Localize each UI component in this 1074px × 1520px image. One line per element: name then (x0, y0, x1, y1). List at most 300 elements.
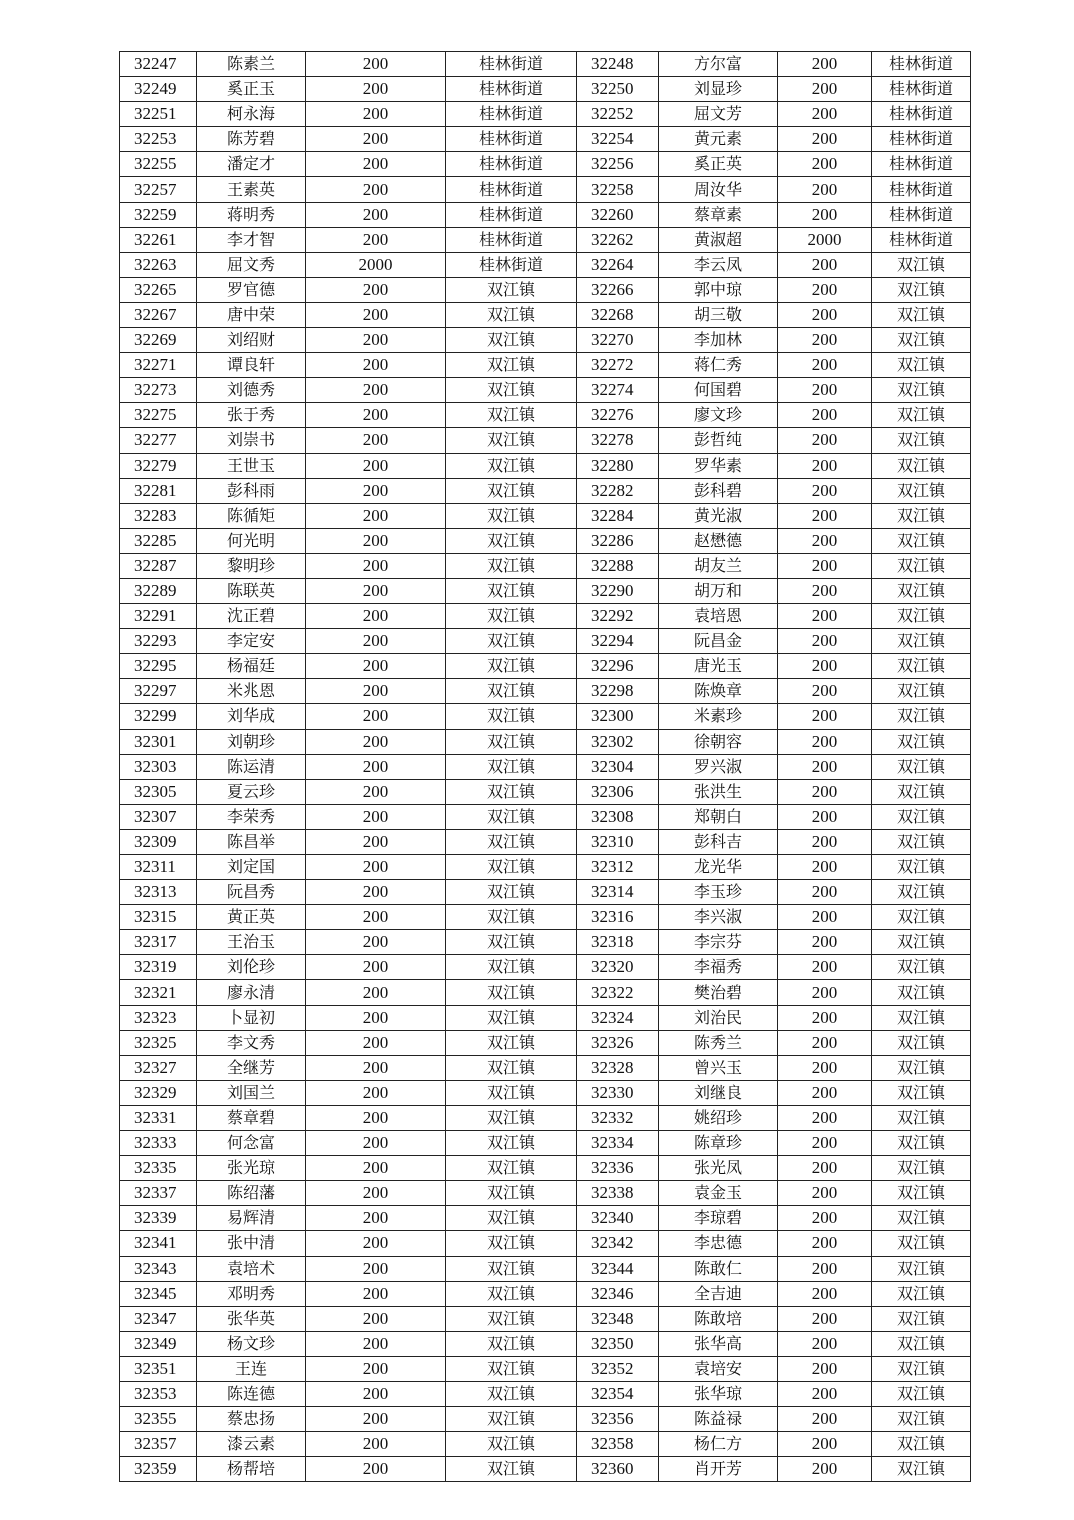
amount-cell: 200 (778, 804, 872, 829)
location-cell: 双江镇 (872, 1432, 971, 1457)
name-cell: 陈运清 (197, 754, 306, 779)
location-cell: 双江镇 (446, 905, 577, 930)
amount-cell: 200 (306, 52, 446, 77)
amount-cell: 200 (778, 980, 872, 1005)
id-cell: 32299 (120, 704, 197, 729)
location-cell: 桂林街道 (872, 102, 971, 127)
name-cell: 陈循矩 (197, 503, 306, 528)
name-cell: 陈秀兰 (659, 1030, 778, 1055)
location-cell: 双江镇 (872, 578, 971, 603)
id-cell: 32249 (120, 77, 197, 102)
id-cell: 32292 (577, 604, 659, 629)
location-cell: 双江镇 (446, 403, 577, 428)
location-cell: 双江镇 (872, 1256, 971, 1281)
id-cell: 32262 (577, 227, 659, 252)
amount-cell: 200 (306, 779, 446, 804)
id-cell: 32356 (577, 1407, 659, 1432)
location-cell: 双江镇 (872, 704, 971, 729)
table-row (120, 679, 971, 704)
id-cell: 32296 (577, 654, 659, 679)
location-cell: 双江镇 (446, 1181, 577, 1206)
name-cell: 奚正英 (659, 152, 778, 177)
name-cell: 刘德秀 (197, 378, 306, 403)
name-cell: 李定安 (197, 629, 306, 654)
table-row (120, 353, 971, 378)
name-cell: 郭中琼 (659, 277, 778, 302)
id-cell: 32248 (577, 52, 659, 77)
name-cell: 屈文芳 (659, 102, 778, 127)
name-cell: 张光凤 (659, 1156, 778, 1181)
id-cell: 32355 (120, 1407, 197, 1432)
name-cell: 陈焕章 (659, 679, 778, 704)
amount-cell: 200 (306, 302, 446, 327)
name-cell: 郑朝白 (659, 804, 778, 829)
location-cell: 桂林街道 (446, 52, 577, 77)
amount-cell: 200 (778, 428, 872, 453)
name-cell: 罗官德 (197, 277, 306, 302)
name-cell: 李忠德 (659, 1231, 778, 1256)
id-cell: 32303 (120, 754, 197, 779)
amount-cell: 200 (306, 905, 446, 930)
location-cell: 桂林街道 (446, 202, 577, 227)
amount-cell: 200 (778, 277, 872, 302)
id-cell: 32272 (577, 353, 659, 378)
location-cell: 双江镇 (446, 503, 577, 528)
name-cell: 彭哲纯 (659, 428, 778, 453)
id-cell: 32320 (577, 955, 659, 980)
location-cell: 双江镇 (872, 1331, 971, 1356)
amount-cell: 200 (778, 152, 872, 177)
id-cell: 32251 (120, 102, 197, 127)
name-cell: 王世玉 (197, 453, 306, 478)
location-cell: 双江镇 (872, 905, 971, 930)
amount-cell: 200 (306, 227, 446, 252)
table-row (120, 52, 971, 77)
location-cell: 双江镇 (872, 1131, 971, 1156)
amount-cell: 200 (778, 102, 872, 127)
amount-cell: 200 (306, 277, 446, 302)
name-cell: 徐朝容 (659, 729, 778, 754)
location-cell: 双江镇 (446, 754, 577, 779)
amount-cell: 200 (306, 1356, 446, 1381)
name-cell: 刘继良 (659, 1080, 778, 1105)
table-row (120, 654, 971, 679)
amount-cell: 200 (306, 855, 446, 880)
amount-cell: 200 (778, 1306, 872, 1331)
table-row (120, 102, 971, 127)
id-cell: 32349 (120, 1331, 197, 1356)
table-row (120, 1457, 971, 1482)
location-cell: 双江镇 (446, 980, 577, 1005)
id-cell: 32294 (577, 629, 659, 654)
id-cell: 32259 (120, 202, 197, 227)
name-cell: 胡万和 (659, 578, 778, 603)
id-cell: 32275 (120, 403, 197, 428)
location-cell: 双江镇 (446, 955, 577, 980)
location-cell: 双江镇 (872, 453, 971, 478)
name-cell: 刘国兰 (197, 1080, 306, 1105)
amount-cell: 200 (306, 654, 446, 679)
location-cell: 桂林街道 (872, 77, 971, 102)
amount-cell: 200 (778, 1156, 872, 1181)
amount-cell: 200 (306, 754, 446, 779)
name-cell: 陈益禄 (659, 1407, 778, 1432)
name-cell: 张中清 (197, 1231, 306, 1256)
location-cell: 双江镇 (872, 302, 971, 327)
location-cell: 双江镇 (872, 277, 971, 302)
name-cell: 陈章珍 (659, 1131, 778, 1156)
table-row (120, 1432, 971, 1457)
amount-cell: 200 (306, 1156, 446, 1181)
id-cell: 32253 (120, 127, 197, 152)
id-cell: 32263 (120, 252, 197, 277)
location-cell: 双江镇 (872, 829, 971, 854)
id-cell: 32310 (577, 829, 659, 854)
location-cell: 桂林街道 (872, 227, 971, 252)
id-cell: 32250 (577, 77, 659, 102)
amount-cell: 200 (778, 1005, 872, 1030)
id-cell: 32318 (577, 930, 659, 955)
id-cell: 32291 (120, 604, 197, 629)
name-cell: 李文秀 (197, 1030, 306, 1055)
name-cell: 陈素兰 (197, 52, 306, 77)
amount-cell: 200 (306, 704, 446, 729)
table-row (120, 302, 971, 327)
location-cell: 桂林街道 (446, 152, 577, 177)
table-row (120, 1231, 971, 1256)
location-cell: 桂林街道 (872, 152, 971, 177)
id-cell: 32332 (577, 1105, 659, 1130)
location-cell: 双江镇 (872, 930, 971, 955)
id-cell: 32290 (577, 578, 659, 603)
id-cell: 32333 (120, 1131, 197, 1156)
name-cell: 张华高 (659, 1331, 778, 1356)
name-cell: 李兴淑 (659, 905, 778, 930)
location-cell: 双江镇 (446, 1356, 577, 1381)
name-cell: 黎明珍 (197, 553, 306, 578)
location-cell: 双江镇 (872, 1030, 971, 1055)
amount-cell: 200 (778, 779, 872, 804)
location-cell: 双江镇 (446, 1030, 577, 1055)
amount-cell: 200 (306, 729, 446, 754)
id-cell: 32339 (120, 1206, 197, 1231)
amount-cell: 200 (306, 829, 446, 854)
id-cell: 32344 (577, 1256, 659, 1281)
location-cell: 双江镇 (446, 1281, 577, 1306)
amount-cell: 200 (778, 729, 872, 754)
location-cell: 双江镇 (872, 1005, 971, 1030)
amount-cell: 200 (778, 302, 872, 327)
amount-cell: 200 (778, 754, 872, 779)
amount-cell: 200 (778, 1356, 872, 1381)
amount-cell: 200 (778, 328, 872, 353)
amount-cell: 200 (778, 52, 872, 77)
id-cell: 32353 (120, 1381, 197, 1406)
table-row (120, 378, 971, 403)
id-cell: 32300 (577, 704, 659, 729)
name-cell: 刘显珍 (659, 77, 778, 102)
location-cell: 双江镇 (872, 403, 971, 428)
location-cell: 双江镇 (872, 729, 971, 754)
name-cell: 黄淑超 (659, 227, 778, 252)
location-cell: 双江镇 (872, 679, 971, 704)
location-cell: 双江镇 (446, 277, 577, 302)
name-cell: 何光明 (197, 528, 306, 553)
amount-cell: 200 (306, 578, 446, 603)
id-cell: 32322 (577, 980, 659, 1005)
name-cell: 刘华成 (197, 704, 306, 729)
location-cell: 双江镇 (446, 428, 577, 453)
id-cell: 32254 (577, 127, 659, 152)
amount-cell: 200 (778, 1105, 872, 1130)
location-cell: 桂林街道 (872, 202, 971, 227)
name-cell: 肖开芳 (659, 1457, 778, 1482)
id-cell: 32327 (120, 1055, 197, 1080)
id-cell: 32284 (577, 503, 659, 528)
name-cell: 阮昌秀 (197, 880, 306, 905)
amount-cell: 200 (778, 453, 872, 478)
name-cell: 刘绍财 (197, 328, 306, 353)
name-cell: 李云凤 (659, 252, 778, 277)
amount-cell: 200 (306, 980, 446, 1005)
id-cell: 32279 (120, 453, 197, 478)
amount-cell: 200 (778, 930, 872, 955)
id-cell: 32343 (120, 1256, 197, 1281)
table-row (120, 629, 971, 654)
name-cell: 张洪生 (659, 779, 778, 804)
name-cell: 姚绍珍 (659, 1105, 778, 1130)
amount-cell: 200 (306, 553, 446, 578)
id-cell: 32281 (120, 478, 197, 503)
id-cell: 32276 (577, 403, 659, 428)
location-cell: 双江镇 (872, 754, 971, 779)
id-cell: 32286 (577, 528, 659, 553)
amount-cell: 200 (306, 1105, 446, 1130)
name-cell: 龙光华 (659, 855, 778, 880)
id-cell: 32301 (120, 729, 197, 754)
location-cell: 双江镇 (446, 1005, 577, 1030)
name-cell: 袁金玉 (659, 1181, 778, 1206)
amount-cell: 200 (306, 378, 446, 403)
id-cell: 32359 (120, 1457, 197, 1482)
name-cell: 夏云珍 (197, 779, 306, 804)
name-cell: 杨仁方 (659, 1432, 778, 1457)
id-cell: 32273 (120, 378, 197, 403)
location-cell: 双江镇 (872, 1206, 971, 1231)
table-row (120, 1030, 971, 1055)
name-cell: 柯永海 (197, 102, 306, 127)
table-row (120, 1281, 971, 1306)
table-row (120, 704, 971, 729)
name-cell: 黄元素 (659, 127, 778, 152)
name-cell: 樊治碧 (659, 980, 778, 1005)
amount-cell: 200 (306, 1381, 446, 1406)
table-row (120, 453, 971, 478)
table-row (120, 779, 971, 804)
location-cell: 双江镇 (872, 1356, 971, 1381)
amount-cell: 200 (778, 1206, 872, 1231)
location-cell: 双江镇 (872, 1281, 971, 1306)
roster-table (119, 51, 971, 1482)
location-cell: 双江镇 (872, 478, 971, 503)
amount-cell: 200 (306, 428, 446, 453)
location-cell: 双江镇 (872, 1105, 971, 1130)
location-cell: 双江镇 (446, 1407, 577, 1432)
amount-cell: 200 (778, 528, 872, 553)
name-cell: 唐中荣 (197, 302, 306, 327)
amount-cell: 200 (306, 955, 446, 980)
location-cell: 桂林街道 (446, 77, 577, 102)
id-cell: 32266 (577, 277, 659, 302)
location-cell: 双江镇 (872, 804, 971, 829)
amount-cell: 200 (306, 1206, 446, 1231)
location-cell: 桂林街道 (446, 127, 577, 152)
location-cell: 双江镇 (872, 654, 971, 679)
id-cell: 32324 (577, 1005, 659, 1030)
amount-cell: 200 (778, 353, 872, 378)
table-row (120, 1005, 971, 1030)
id-cell: 32247 (120, 52, 197, 77)
table-row (120, 880, 971, 905)
location-cell: 双江镇 (872, 980, 971, 1005)
name-cell: 卜显初 (197, 1005, 306, 1030)
name-cell: 李加林 (659, 328, 778, 353)
amount-cell: 200 (306, 328, 446, 353)
location-cell: 双江镇 (872, 1055, 971, 1080)
table-row (120, 528, 971, 553)
table-row (120, 578, 971, 603)
location-cell: 双江镇 (446, 930, 577, 955)
name-cell: 刘朝珍 (197, 729, 306, 754)
amount-cell: 200 (778, 1381, 872, 1406)
amount-cell: 200 (306, 528, 446, 553)
id-cell: 32302 (577, 729, 659, 754)
location-cell: 双江镇 (872, 1457, 971, 1482)
name-cell: 张华英 (197, 1306, 306, 1331)
id-cell: 32257 (120, 177, 197, 202)
location-cell: 双江镇 (446, 704, 577, 729)
name-cell: 张于秀 (197, 403, 306, 428)
amount-cell: 2000 (306, 252, 446, 277)
amount-cell: 200 (306, 1407, 446, 1432)
id-cell: 32331 (120, 1105, 197, 1130)
amount-cell: 200 (778, 1256, 872, 1281)
location-cell: 双江镇 (872, 353, 971, 378)
location-cell: 双江镇 (872, 1156, 971, 1181)
amount-cell: 200 (306, 202, 446, 227)
name-cell: 廖永清 (197, 980, 306, 1005)
name-cell: 廖文珍 (659, 403, 778, 428)
id-cell: 32285 (120, 528, 197, 553)
table-row (120, 1181, 971, 1206)
location-cell: 双江镇 (446, 629, 577, 654)
name-cell: 黄正英 (197, 905, 306, 930)
location-cell: 双江镇 (446, 478, 577, 503)
table-row (120, 202, 971, 227)
amount-cell: 200 (306, 880, 446, 905)
table-row (120, 1055, 971, 1080)
location-cell: 双江镇 (872, 1231, 971, 1256)
location-cell: 双江镇 (446, 528, 577, 553)
amount-cell: 200 (778, 829, 872, 854)
location-cell: 双江镇 (446, 779, 577, 804)
location-cell: 双江镇 (872, 1381, 971, 1406)
table-row (120, 177, 971, 202)
name-cell: 米素珍 (659, 704, 778, 729)
name-cell: 杨帮培 (197, 1457, 306, 1482)
name-cell: 陈敢培 (659, 1306, 778, 1331)
name-cell: 李宗芬 (659, 930, 778, 955)
amount-cell: 200 (778, 1131, 872, 1156)
id-cell: 32297 (120, 679, 197, 704)
amount-cell: 200 (778, 654, 872, 679)
location-cell: 双江镇 (446, 1231, 577, 1256)
amount-cell: 200 (306, 1005, 446, 1030)
id-cell: 32315 (120, 905, 197, 930)
table-row (120, 905, 971, 930)
location-cell: 双江镇 (446, 1381, 577, 1406)
amount-cell: 200 (778, 378, 872, 403)
table-row (120, 754, 971, 779)
name-cell: 李福秀 (659, 955, 778, 980)
name-cell: 袁培术 (197, 1256, 306, 1281)
id-cell: 32271 (120, 353, 197, 378)
amount-cell: 200 (778, 629, 872, 654)
location-cell: 双江镇 (446, 1457, 577, 1482)
table-row (120, 403, 971, 428)
table-row (120, 604, 971, 629)
id-cell: 32319 (120, 955, 197, 980)
location-cell: 双江镇 (446, 1156, 577, 1181)
location-cell: 双江镇 (872, 553, 971, 578)
id-cell: 32354 (577, 1381, 659, 1406)
id-cell: 32340 (577, 1206, 659, 1231)
amount-cell: 200 (306, 77, 446, 102)
amount-cell: 200 (778, 880, 872, 905)
name-cell: 刘治民 (659, 1005, 778, 1030)
id-cell: 32278 (577, 428, 659, 453)
id-cell: 32311 (120, 855, 197, 880)
id-cell: 32268 (577, 302, 659, 327)
name-cell: 张华琼 (659, 1381, 778, 1406)
location-cell: 双江镇 (446, 1331, 577, 1356)
id-cell: 32317 (120, 930, 197, 955)
name-cell: 袁培恩 (659, 604, 778, 629)
id-cell: 32282 (577, 478, 659, 503)
table-row (120, 77, 971, 102)
id-cell: 32274 (577, 378, 659, 403)
location-cell: 双江镇 (872, 528, 971, 553)
location-cell: 双江镇 (872, 252, 971, 277)
location-cell: 双江镇 (872, 855, 971, 880)
name-cell: 蒋明秀 (197, 202, 306, 227)
amount-cell: 200 (778, 77, 872, 102)
amount-cell: 200 (306, 1030, 446, 1055)
id-cell: 32289 (120, 578, 197, 603)
table-row (120, 1331, 971, 1356)
amount-cell: 200 (778, 503, 872, 528)
name-cell: 彭科雨 (197, 478, 306, 503)
location-cell: 双江镇 (446, 1055, 577, 1080)
amount-cell: 200 (778, 127, 872, 152)
amount-cell: 200 (778, 1055, 872, 1080)
table-row (120, 930, 971, 955)
name-cell: 漆云素 (197, 1432, 306, 1457)
table-row (120, 227, 971, 252)
table-row (120, 1131, 971, 1156)
location-cell: 双江镇 (872, 328, 971, 353)
amount-cell: 200 (778, 202, 872, 227)
